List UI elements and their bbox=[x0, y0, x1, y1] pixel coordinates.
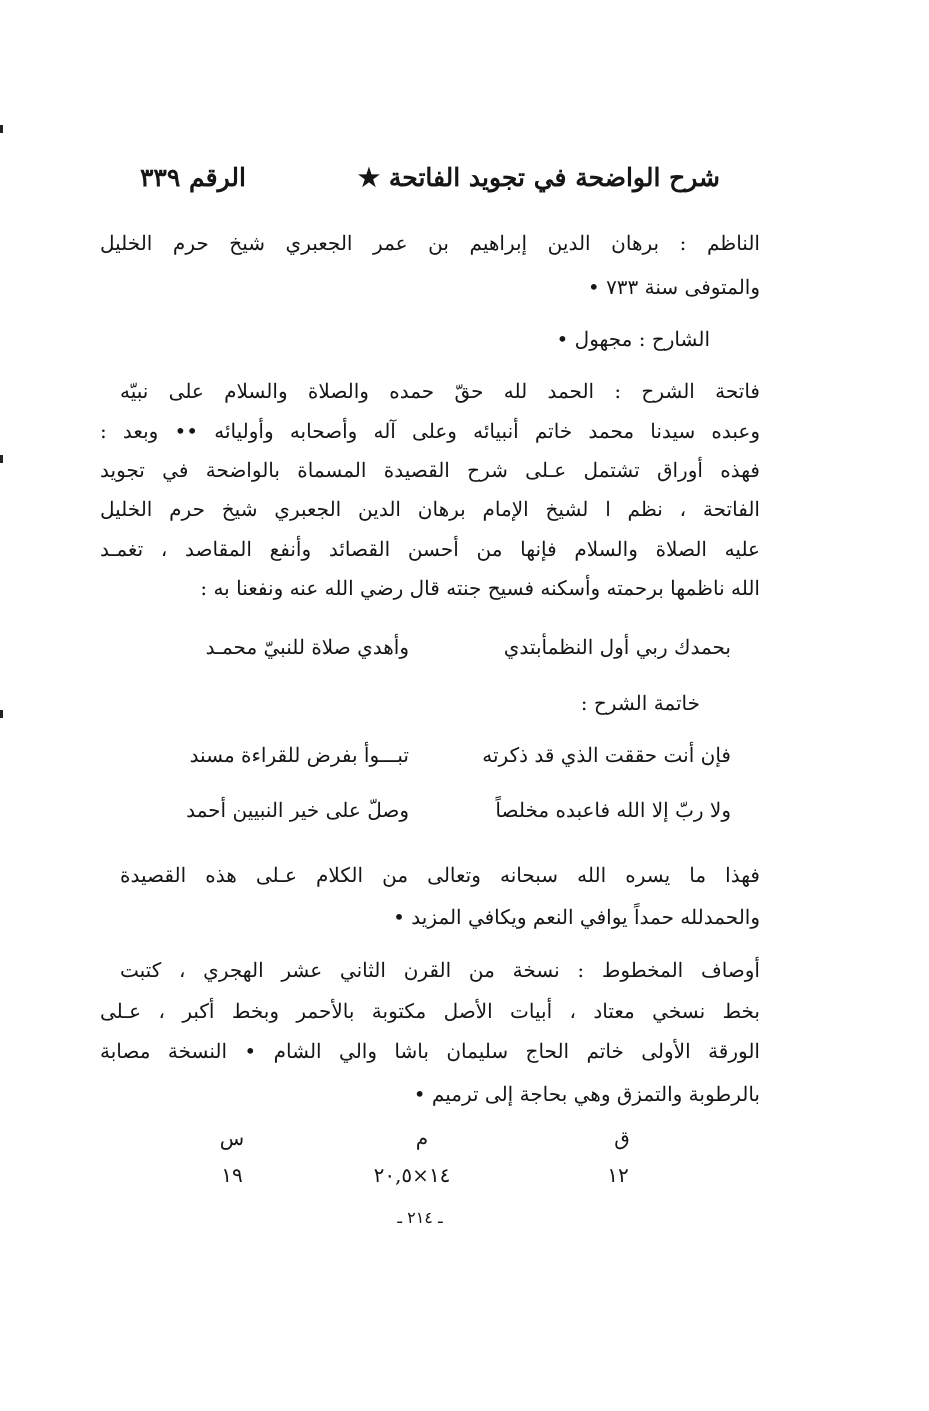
page-number: ـ ٢١٤ ـ bbox=[397, 1208, 443, 1227]
paragraph-line: بخط نسخي معتاد ، أبيات الأصل مكتوبة بالأحمر وبخط أكبر ، عـلى bbox=[100, 999, 760, 1023]
table-header: م bbox=[415, 1126, 429, 1150]
paragraph-line: وعبده سيدنا محمد خاتم أنبيائه وعلى آله وأصحابه وأوليائه •• وبعد : bbox=[100, 419, 760, 443]
table-cell: ١٤×٢٠,٥ bbox=[373, 1163, 451, 1187]
verse-hemistich: بحمدك ربي أول النظمأبتدي bbox=[503, 635, 731, 659]
verse-hemistich: ولا ربّ إلا الله فاعبده مخلصاً bbox=[495, 798, 731, 822]
verse-hemistich: وأهدي صلاة للنبيّ محمـد bbox=[205, 635, 409, 659]
paragraph-line: أوصاف المخطوط : نسخة من القرن الثاني عشر الهجري ، كتبت bbox=[120, 958, 760, 982]
paragraph-line: فهذا ما يسره الله سبحانه وتعالى من الكلام عـلى هذه القصيدة bbox=[120, 863, 760, 887]
verse-hemistich: فإن أنت حققت الذي قد ذكرته bbox=[482, 743, 731, 767]
table-cell: ١٩ bbox=[221, 1163, 243, 1187]
verse-hemistich: وصلّ على خير النبيين أحمد bbox=[186, 798, 409, 822]
paragraph-line: الله ناظمها برحمته وأسكنه فسيح جنته قال رضي الله عنه ونفعنا به : bbox=[200, 576, 760, 600]
verse-hemistich: تبـــوأ بفرض للقراءة مسند bbox=[189, 743, 409, 767]
table-cell: ١٢ bbox=[607, 1163, 629, 1187]
paragraph-line: عليه الصلاة والسلام فإنها من أحسن القصائد وأنفع المقاصد ، تغمـد bbox=[100, 537, 760, 561]
edge-mark bbox=[0, 455, 3, 463]
poet-line: والمتوفى سنة ٧٣٣ • bbox=[587, 275, 760, 299]
section-label: خاتمة الشرح : bbox=[580, 691, 700, 715]
table-header: ق bbox=[614, 1126, 630, 1150]
book-title: شرح الواضحة في تجويد الفاتحة ★ bbox=[357, 163, 720, 192]
paragraph-line: فاتحة الشرح : الحمد لله حقّ حمده والصلاة والسلام على نبيّه bbox=[120, 379, 760, 403]
paragraph-line: الفاتحة ، نظم ا لشيخ الإمام برهان الدين الجعبري شيخ حرم الخليل bbox=[100, 497, 760, 521]
paragraph-line: الورقة الأولى خاتم الحاج سليمان باشا والي الشام • النسخة مصابة bbox=[100, 1039, 760, 1063]
table-header: س bbox=[219, 1126, 245, 1150]
commentator-line: الشارح : مجهول • bbox=[556, 327, 710, 351]
edge-mark bbox=[0, 710, 3, 718]
paragraph-line: بالرطوبة والتمزق وهي بحاجة إلى ترميم • bbox=[413, 1082, 760, 1106]
page-header bbox=[140, 158, 720, 198]
poet-line: الناظم : برهان الدين إبراهيم بن عمر الجعبري شيخ حرم الخليل bbox=[100, 231, 760, 255]
entry-number: الرقم ٣٣٩ bbox=[140, 163, 246, 192]
edge-mark bbox=[0, 125, 3, 133]
paragraph-line: والحمدلله حمداً يوافي النعم ويكافي المزيد • bbox=[393, 905, 760, 929]
paragraph-line: فهذه أوراق تشتمل عـلى شرح القصيدة المسماة بالواضحة في تجويد bbox=[100, 458, 760, 482]
